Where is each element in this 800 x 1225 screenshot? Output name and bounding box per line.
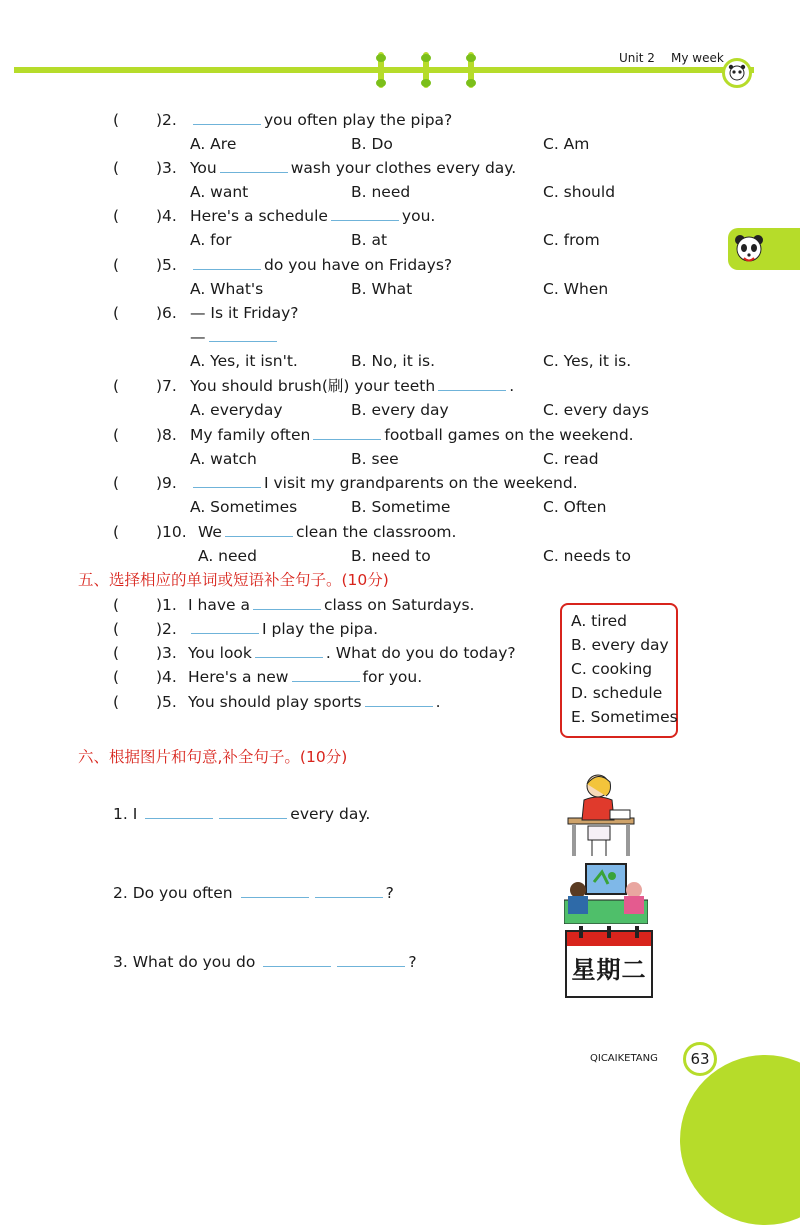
- option-label: C. every days: [543, 401, 649, 419]
- answer-paren: (: [113, 620, 120, 638]
- answer-blank[interactable]: [438, 376, 506, 391]
- calendar-illustration: [565, 930, 653, 998]
- option-label: B. Do: [351, 135, 393, 153]
- sentence-pre: 2. Do you often: [113, 884, 233, 902]
- question-number: )5.: [156, 693, 177, 711]
- answer-paren: (: [113, 256, 120, 274]
- answer-paren: (: [113, 523, 120, 541]
- question-pre: My family often: [190, 426, 311, 444]
- question-text: [188, 619, 378, 639]
- question-post: football games on the weekend.: [384, 426, 634, 444]
- question-post: for you.: [362, 668, 423, 686]
- sentence-pre: 1. I: [113, 805, 138, 823]
- choice-item: B. every day: [571, 636, 669, 654]
- question-pre: I have a: [188, 596, 250, 614]
- girl-at-desk-illustration: [562, 770, 640, 858]
- header-decoration: [376, 52, 386, 88]
- option-label: A. need: [198, 547, 257, 565]
- option-label: C. When: [543, 280, 609, 298]
- answer-paren: (: [113, 668, 120, 686]
- answer-blank[interactable]: [219, 804, 287, 819]
- question-text: [198, 522, 456, 542]
- question-pre: Here's a schedule: [190, 207, 328, 225]
- calendar-day-label: 星期二: [571, 956, 647, 984]
- question-pre: You should brush(刷) your teeth: [190, 377, 436, 395]
- sentence-line: [113, 804, 370, 824]
- question-post: you often play the pipa?: [264, 111, 453, 129]
- side-tab: [728, 228, 800, 270]
- answer-paren: (: [113, 159, 120, 177]
- question-text: [190, 376, 514, 396]
- question-post: class on Saturdays.: [323, 596, 475, 614]
- question-text: [188, 667, 422, 687]
- answer-blank[interactable]: [331, 206, 399, 221]
- answer-blank[interactable]: [315, 883, 383, 898]
- question-text: [188, 692, 441, 712]
- question-post: I play the pipa.: [262, 620, 379, 638]
- watching-tv-illustration: [564, 862, 648, 924]
- answer-blank[interactable]: [193, 255, 261, 270]
- answer-blank[interactable]: [253, 595, 321, 610]
- question-pre: You look: [188, 644, 252, 662]
- answer-paren: (: [113, 304, 120, 322]
- question-post: you.: [401, 207, 436, 225]
- answer-blank[interactable]: [209, 327, 277, 342]
- option-label: C. from: [543, 231, 600, 249]
- choice-item: E. Sometimes: [571, 708, 678, 726]
- header-decoration: [421, 52, 431, 88]
- sentence-post: every day.: [290, 805, 371, 823]
- sentence-post: ?: [408, 953, 417, 971]
- option-label: B. every day: [351, 401, 449, 419]
- option-label: C. should: [543, 183, 616, 201]
- answer-blank[interactable]: [193, 110, 261, 125]
- answer-blank[interactable]: [193, 473, 261, 488]
- answer-blank[interactable]: [145, 804, 213, 819]
- question-text: [190, 110, 452, 130]
- option-label: C. Am: [543, 135, 590, 153]
- option-label: B. need to: [351, 547, 431, 565]
- answer-paren: (: [113, 207, 120, 225]
- question-text: [190, 206, 435, 226]
- answer-paren: (: [113, 596, 120, 614]
- question-pre: You should play sports: [188, 693, 362, 711]
- answer-blank[interactable]: [220, 158, 288, 173]
- answer-paren: (: [113, 693, 120, 711]
- question-pre: Here's a new: [188, 668, 289, 686]
- question-number: )9.: [156, 474, 177, 492]
- question-number: )5.: [156, 256, 177, 274]
- option-label: C. Yes, it is.: [543, 352, 632, 370]
- option-label: A. for: [190, 231, 232, 249]
- question-post: do you have on Fridays?: [264, 256, 453, 274]
- panda-icon: [722, 58, 752, 88]
- question-post: wash your clothes every day.: [290, 159, 517, 177]
- word-choice-box: [560, 603, 678, 738]
- question-post: .: [509, 377, 515, 395]
- question-pre: You: [190, 159, 217, 177]
- question-text: [190, 255, 452, 275]
- question-number: )2.: [156, 620, 177, 638]
- option-label: B. see: [351, 450, 399, 468]
- question-text: [188, 643, 516, 663]
- question-text: [190, 158, 516, 178]
- option-label: A. Yes, it isn't.: [190, 352, 298, 370]
- option-label: B. need: [351, 183, 411, 201]
- answer-blank[interactable]: [337, 952, 405, 967]
- answer-paren: (: [113, 644, 120, 662]
- option-label: B. No, it is.: [351, 352, 436, 370]
- answer-blank[interactable]: [292, 667, 360, 682]
- option-label: A. Sometimes: [190, 498, 298, 516]
- question-post: I visit my grandparents on the weekend.: [264, 474, 578, 492]
- answer-paren: (: [113, 111, 120, 129]
- question-text: [190, 473, 578, 493]
- question-number: )1.: [156, 596, 177, 614]
- answer-paren: (: [113, 426, 120, 444]
- page-number: 63: [690, 1050, 710, 1068]
- sentence-line: [113, 883, 394, 903]
- answer-blank[interactable]: [313, 425, 381, 440]
- question-post: . What do you do today?: [325, 644, 516, 662]
- sentence-pre: 3. What do you do: [113, 953, 256, 971]
- answer-blank[interactable]: [255, 643, 323, 658]
- option-label: A. What's: [190, 280, 264, 298]
- option-label: A. watch: [190, 450, 257, 468]
- header-title: My week: [671, 51, 724, 65]
- question-text: [190, 303, 299, 323]
- question-number: )8.: [156, 426, 177, 444]
- question-answer-line: [190, 327, 280, 347]
- question-number: )6.: [156, 304, 177, 322]
- question-text: [188, 595, 474, 615]
- question-number: )10.: [156, 523, 187, 541]
- answer-paren: (: [113, 474, 120, 492]
- option-label: B. at: [351, 231, 388, 249]
- question-number: )3.: [156, 644, 177, 662]
- option-label: A. want: [190, 183, 249, 201]
- question-number: )7.: [156, 377, 177, 395]
- question-post: .: [435, 693, 441, 711]
- question-post: clean the classroom.: [295, 523, 457, 541]
- option-label: C. read: [543, 450, 599, 468]
- option-label: A. everyday: [190, 401, 283, 419]
- panda-icon: [732, 232, 766, 266]
- header-decoration: [466, 52, 476, 88]
- section5-title: 五、选择相应的单词或短语补全句子。(10分): [78, 571, 389, 589]
- question-pre: We: [198, 523, 222, 541]
- choice-item: C. cooking: [571, 660, 653, 678]
- option-label: B. Sometime: [351, 498, 451, 516]
- section6-title: 六、根据图片和句意,补全句子。(10分): [78, 748, 348, 766]
- answer-blank[interactable]: [191, 619, 259, 634]
- sentence-post: ?: [385, 884, 394, 902]
- choice-item: A. tired: [571, 612, 627, 630]
- option-label: C. Often: [543, 498, 607, 516]
- option-label: B. What: [351, 280, 413, 298]
- question-number: )4.: [156, 207, 177, 225]
- question-number: )4.: [156, 668, 177, 686]
- sentence-line: [113, 952, 417, 972]
- footer-circle: [680, 1055, 800, 1225]
- question-text: [190, 425, 634, 445]
- page-number-badge: [683, 1042, 717, 1076]
- footer-brand: QICAIKETANG: [590, 1053, 658, 1064]
- answer-blank[interactable]: [263, 952, 331, 967]
- header-unit: Unit 2: [619, 51, 655, 65]
- question-number: )2.: [156, 111, 177, 129]
- choice-item: D. schedule: [571, 684, 663, 702]
- option-label: C. needs to: [543, 547, 631, 565]
- dialogue-dash: —: [190, 328, 206, 346]
- answer-blank[interactable]: [225, 522, 293, 537]
- answer-paren: (: [113, 377, 120, 395]
- option-label: A. Are: [190, 135, 237, 153]
- question-number: )3.: [156, 159, 177, 177]
- question-pre: — Is it Friday?: [190, 304, 299, 322]
- answer-blank[interactable]: [365, 692, 433, 707]
- answer-blank[interactable]: [241, 883, 309, 898]
